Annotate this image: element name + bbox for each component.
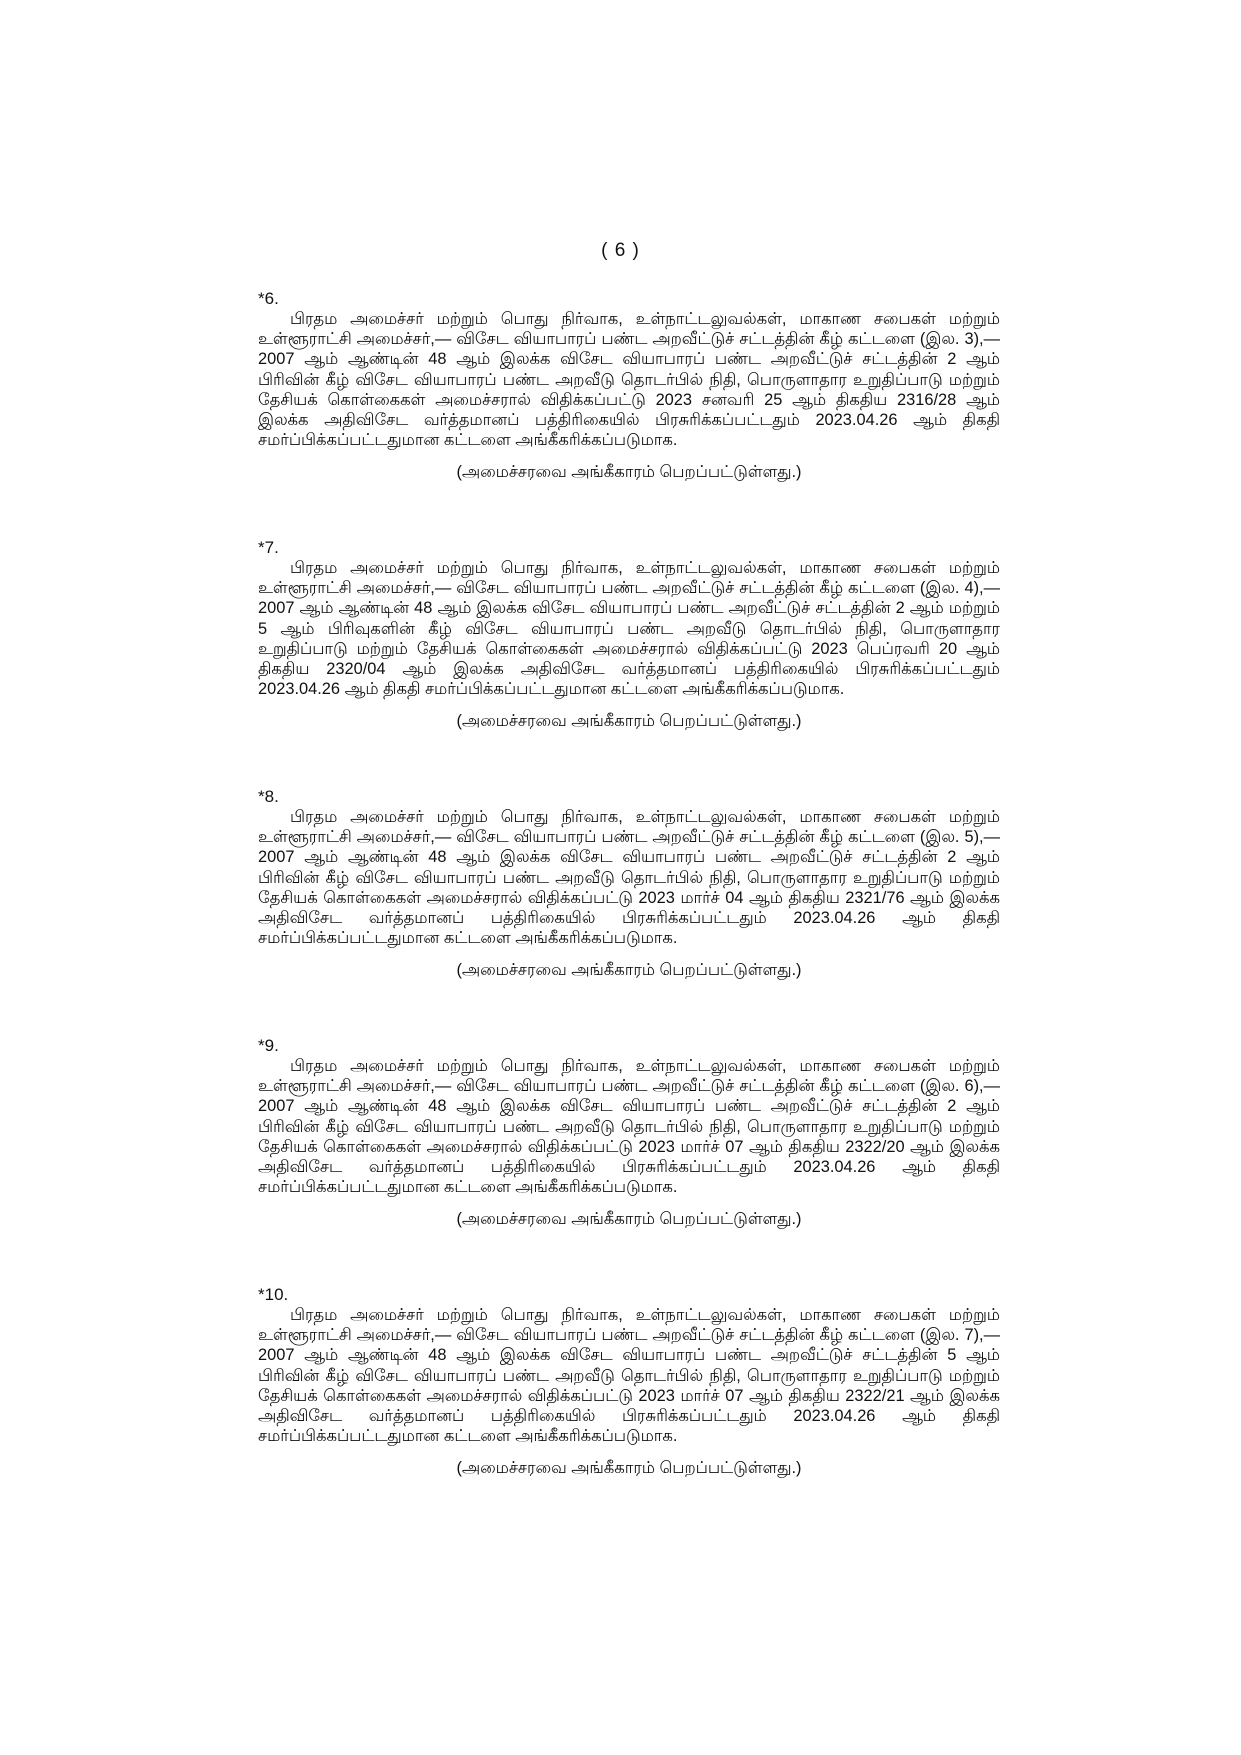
item-number: *7. [258,538,279,557]
item-motion-text: பிரதம அமைச்சர் மற்றும் பொது நிர்வாக, உள்நாட்டலுவல்கள், மாகாண சபைகள் மற்றும் உள்ளூராட்சி அமைச்சர்,— விசேட வியாபாரப் பண்ட அறவீட்டுச் சட்டத்தின் கீழ் கட்டளை (இல. 5),— 2007 ஆம் ஆண்டின் 48 ஆம் இலக்க விசேட வியாபாரப் பண்ட அறவீட்டுச் சட்டத்தின் 2 ஆம் பிரிவின் கீழ் விசேட வியாபாரப் பண்ட அறவீடு தொடர்பில் நிதி, பொருளாதார உறுதிப்பாடு மற்றும் தேசியக் கொள்கைகள் அமைச்சரால் விதிக்கப்பட்டு 2023 மார்ச் 04 ஆம் திகதிய 2321/76 ஆம் இலக்க அதிவிசேட வர்த்தமானப் பத்திரிகையில் பிரசுரிக்கப்பட்டதும் 2023.04.26 ஆம் திகதி சமர்ப்பிக்கப்பட்டதுமான கட்டளை அங்கீகரிக்கப்படுமாக. [258,808,1000,948]
cabinet-approval-note: (அமைச்சரவை அங்கீகாரம் பெறப்பட்டுள்ளது.) [456,961,802,980]
item-motion-text: பிரதம அமைச்சர் மற்றும் பொது நிர்வாக, உள்நாட்டலுவல்கள், மாகாண சபைகள் மற்றும் உள்ளூராட்சி அமைச்சர்,— விசேட வியாபாரப் பண்ட அறவீட்டுச் சட்டத்தின் கீழ் கட்டளை (இல. 3),— 2007 ஆம் ஆண்டின் 48 ஆம் இலக்க விசேட வியாபாரப் பண்ட அறவீட்டுச் சட்டத்தின் 2 ஆம் பிரிவின் கீழ் விசேட வியாபாரப் பண்ட அறவீடு தொடர்பில் நிதி, பொருளாதார உறுதிப்பாடு மற்றும் தேசியக் கொள்கைகள் அமைச்சரால் விதிக்கப்பட்டு 2023 சனவரி 25 ஆம் திகதிய 2316/28 ஆம் இலக்க அதிவிசேட வர்த்தமானப் பத்திரிகையில் பிரசுரிக்கப்பட்டதும் 2023.04.26 ஆம் திகதி சமர்ப்பிக்கப்பட்டதுமான கட்டளை அங்கீகரிக்கப்படுமாக. [258,310,1000,450]
order-item-8 [258,787,1000,1036]
item-motion-text: பிரதம அமைச்சர் மற்றும் பொது நிர்வாக, உள்நாட்டலுவல்கள், மாகாண சபைகள் மற்றும் உள்ளூராட்சி அமைச்சர்,— விசேட வியாபாரப் பண்ட அறவீட்டுச் சட்டத்தின் கீழ் கட்டளை (இல. 7),— 2007 ஆம் ஆண்டின் 48 ஆம் இலக்க விசேட வியாபாரப் பண்ட அறவீட்டுச் சட்டத்தின் 5 ஆம் பிரிவின் கீழ் விசேட வியாபாரப் பண்ட அறவீடு தொடர்பில் நிதி, பொருளாதார உறுதிப்பாடு மற்றும் தேசியக் கொள்கைகள் அமைச்சரால் விதிக்கப்பட்டு 2023 மார்ச் 07 ஆம் திகதிய 2322/21 ஆம் இலக்க அதிவிசேட வர்த்தமானப் பத்திரிகையில் பிரசுரிக்கப்பட்டதும் 2023.04.26 ஆம் திகதி சமர்ப்பிக்கப்பட்டதுமான கட்டளை அங்கீகரிக்கப்படுமாக. [258,1306,1000,1446]
order-item-7 [258,538,1000,787]
order-item-6 [258,289,1000,538]
item-number: *9. [258,1036,279,1055]
page-number: ( 6 ) [601,240,640,261]
cabinet-approval-note: (அமைச்சரவை அங்கீகாரம் பெறப்பட்டுள்ளது.) [456,1459,802,1478]
item-number: *10. [258,1285,289,1304]
order-item-9 [258,1036,1000,1285]
item-number: *6. [258,289,279,308]
item-motion-text: பிரதம அமைச்சர் மற்றும் பொது நிர்வாக, உள்நாட்டலுவல்கள், மாகாண சபைகள் மற்றும் உள்ளூராட்சி அமைச்சர்,— விசேட வியாபாரப் பண்ட அறவீட்டுச் சட்டத்தின் கீழ் கட்டளை (இல. 6),— 2007 ஆம் ஆண்டின் 48 ஆம் இலக்க விசேட வியாபாரப் பண்ட அறவீட்டுச் சட்டத்தின் 2 ஆம் பிரிவின் கீழ் விசேட வியாபாரப் பண்ட அறவீடு தொடர்பில் நிதி, பொருளாதார உறுதிப்பாடு மற்றும் தேசியக் கொள்கைகள் அமைச்சரால் விதிக்கப்பட்டு 2023 மார்ச் 07 ஆம் திகதிய 2322/20 ஆம் இலக்க அதிவிசேட வர்த்தமானப் பத்திரிகையில் பிரசுரிக்கப்பட்டதும் 2023.04.26 ஆம் திகதி சமர்ப்பிக்கப்பட்டதுமான கட்டளை அங்கீகரிக்கப்படுமாக. [258,1057,1000,1197]
order-item-10 [258,1285,1000,1534]
item-number: *8. [258,787,279,806]
cabinet-approval-note: (அமைச்சரவை அங்கீகாரம் பெறப்பட்டுள்ளது.) [456,1210,802,1229]
order-paper-items [258,289,1000,1534]
item-motion-text: பிரதம அமைச்சர் மற்றும் பொது நிர்வாக, உள்நாட்டலுவல்கள், மாகாண சபைகள் மற்றும் உள்ளூராட்சி அமைச்சர்,— விசேட வியாபாரப் பண்ட அறவீட்டுச் சட்டத்தின் கீழ் கட்டளை (இல. 4),— 2007 ஆம் ஆண்டின் 48 ஆம் இலக்க விசேட வியாபாரப் பண்ட அறவீட்டுச் சட்டத்தின் 2 ஆம் மற்றும் 5 ஆம் பிரிவுகளின் கீழ் விசேட வியாபாரப் பண்ட அறவீடு தொடர்பில் நிதி, பொருளாதார உறுதிப்பாடு மற்றும் தேசியக் கொள்கைகள் அமைச்சரால் விதிக்கப்பட்டு 2023 பெப்ரவரி 20 ஆம் திகதிய 2320/04 ஆம் இலக்க அதிவிசேட வர்த்தமானப் பத்திரிகையில் பிரசுரிக்கப்பட்டதும் 2023.04.26 ஆம் திகதி சமர்ப்பிக்கப்பட்டதுமான கட்டளை அங்கீகரிக்கப்படுமாக. [258,559,1000,699]
cabinet-approval-note: (அமைச்சரவை அங்கீகாரம் பெறப்பட்டுள்ளது.) [456,712,802,731]
cabinet-approval-note: (அமைச்சரவை அங்கீகாரம் பெறப்பட்டுள்ளது.) [456,463,802,482]
